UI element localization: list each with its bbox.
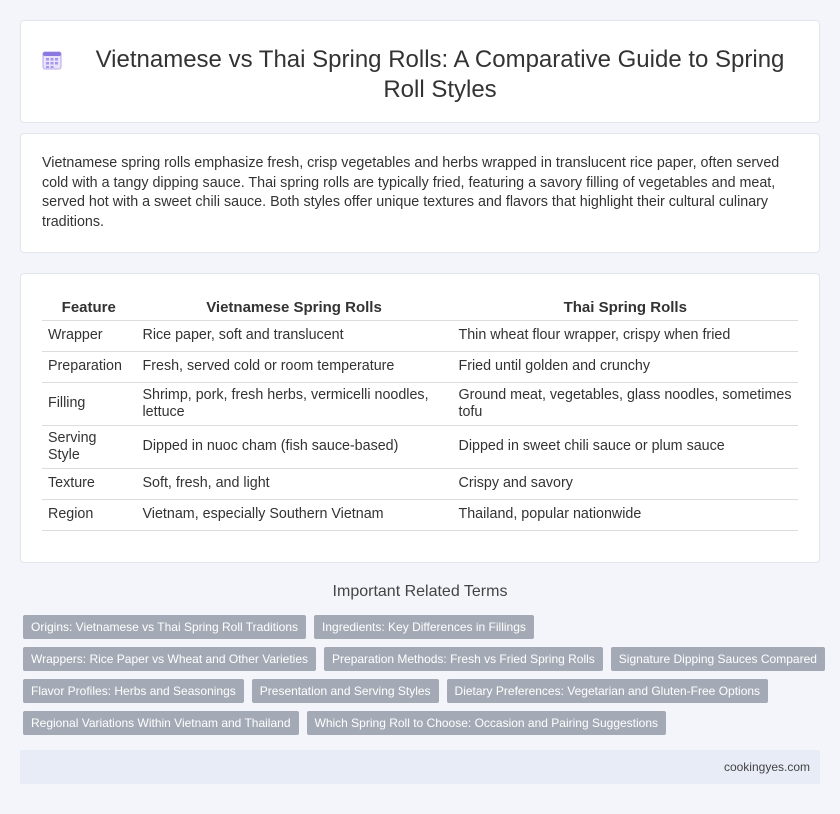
vietnamese-cell: Vietnam, especially Southern Vietnam xyxy=(136,499,452,530)
thai-cell: Fried until golden and crunchy xyxy=(452,351,798,382)
feature-cell: Region xyxy=(42,499,136,530)
table-row xyxy=(42,351,798,382)
table-header-row xyxy=(42,294,798,320)
header-feature: Feature xyxy=(42,294,136,320)
related-tag[interactable]: Preparation Methods: Fresh vs Fried Spring Rolls xyxy=(324,647,603,671)
related-tag[interactable]: Wrappers: Rice Paper vs Wheat and Other Varieties xyxy=(23,647,316,671)
thai-cell: Thin wheat flour wrapper, crispy when fried xyxy=(452,320,798,351)
table-row xyxy=(42,320,798,351)
footer xyxy=(20,750,820,784)
header-vietnamese: Vietnamese Spring Rolls xyxy=(136,294,452,320)
feature-cell: Filling xyxy=(42,382,136,425)
thai-cell: Ground meat, vegetables, glass noodles, sometimes tofu xyxy=(452,382,798,425)
thai-cell: Crispy and savory xyxy=(452,468,798,499)
vietnamese-cell: Fresh, served cold or room temperature xyxy=(136,351,452,382)
page-title: Vietnamese vs Thai Spring Rolls: A Comparative Guide to Spring Roll Styles xyxy=(95,46,785,103)
calendar-grid-icon xyxy=(41,49,63,71)
comparison-card xyxy=(20,273,820,563)
footer-site[interactable]: cookingyes.com xyxy=(723,760,810,774)
thai-cell: Thailand, popular nationwide xyxy=(452,499,798,530)
intro-card xyxy=(20,133,820,253)
table-row xyxy=(42,425,798,468)
related-terms-heading: Important Related Terms xyxy=(332,583,508,600)
related-tag[interactable]: Origins: Vietnamese vs Thai Spring Roll Traditions xyxy=(23,615,306,639)
related-tag[interactable]: Presentation and Serving Styles xyxy=(252,679,439,703)
intro-paragraph: Vietnamese spring rolls emphasize fresh, crisp vegetables and herbs wrapped in translucent rice paper, often served cold with a tangy dipping sauce. Thai spring rolls are typically fried, featuring a savory filling of vegetables and meat, served hot with a sweet chili sauce. Both styles offer unique textures and flavors that highlight their cultural culinary traditions. xyxy=(42,155,780,230)
header-thai: Thai Spring Rolls xyxy=(452,294,798,320)
feature-cell: Preparation xyxy=(42,351,136,382)
feature-cell: Serving Style xyxy=(42,425,136,468)
related-tag[interactable]: Which Spring Roll to Choose: Occasion and Pairing Suggestions xyxy=(307,711,667,735)
related-tag[interactable]: Regional Variations Within Vietnam and Thailand xyxy=(23,711,299,735)
table-row xyxy=(42,468,798,499)
related-tag[interactable]: Signature Dipping Sauces Compared xyxy=(611,647,825,671)
vietnamese-cell: Rice paper, soft and translucent xyxy=(136,320,452,351)
table-row xyxy=(42,382,798,425)
related-tag[interactable]: Flavor Profiles: Herbs and Seasonings xyxy=(23,679,244,703)
title-card xyxy=(20,20,820,123)
feature-cell: Wrapper xyxy=(42,320,136,351)
related-terms-tags xyxy=(23,615,823,743)
related-tag[interactable]: Ingredients: Key Differences in Fillings xyxy=(314,615,534,639)
table-row xyxy=(42,499,798,530)
comparison-table xyxy=(42,294,798,531)
vietnamese-cell: Dipped in nuoc cham (fish sauce-based) xyxy=(136,425,452,468)
feature-cell: Texture xyxy=(42,468,136,499)
thai-cell: Dipped in sweet chili sauce or plum sauce xyxy=(452,425,798,468)
vietnamese-cell: Soft, fresh, and light xyxy=(136,468,452,499)
related-tag[interactable]: Dietary Preferences: Vegetarian and Gluten-Free Options xyxy=(447,679,769,703)
vietnamese-cell: Shrimp, pork, fresh herbs, vermicelli noodles, lettuce xyxy=(136,382,452,425)
